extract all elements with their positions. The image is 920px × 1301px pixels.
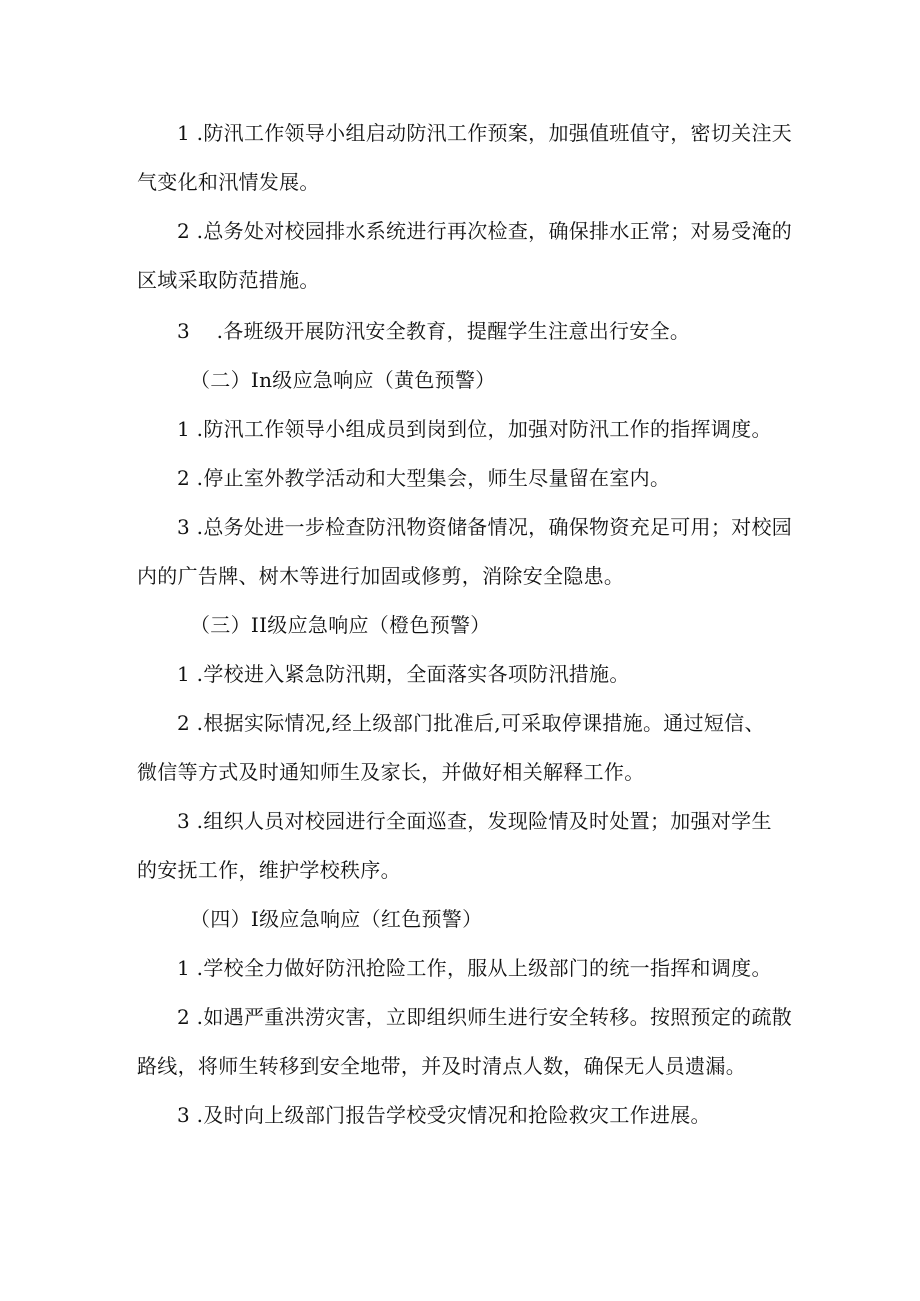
para-2-2: 2 .停止室外教学活动和大型集会，师生尽量留在室内。	[177, 466, 671, 490]
section-heading-level-3: （二）In级应急响应（黄色预警）	[190, 368, 496, 392]
para-2-3-line-1: 3 .总务处进一步检查防汛物资储备情况，确保物资充足可用；对校园	[177, 515, 793, 539]
para-3-3-line-1: 3 .组织人员对校园进行全面巡查，发现险情及时处置；加强对学生	[177, 809, 772, 833]
para-1-2-line-2: 区域采取防范措施。	[137, 268, 320, 292]
para-2-3-line-2: 内的广告牌、树木等进行加固或修剪，消除安全隐患。	[137, 564, 625, 588]
para-3-1: 1 .学校进入紧急防汛期，全面落实各项防汛措施。	[177, 662, 630, 686]
para-1-3: 3 .各班级开展防汛安全教育，提醒学生注意出行安全。	[177, 319, 691, 343]
para-4-2-line-1: 2 .如遇严重洪涝灾害，立即组织师生进行安全转移。按照预定的疏散	[177, 1005, 793, 1029]
para-3-2-line-1: 2 .根据实际情况,经上级部门批准后,可采取停课措施。通过短信、	[177, 711, 765, 735]
section-heading-level-1: （四）I级应急响应（红色预警）	[190, 907, 483, 931]
para-4-3: 3 .及时向上级部门报告学校受灾情况和抢险救灾工作进展。	[177, 1103, 711, 1127]
para-3-2-line-2: 微信等方式及时通知师生及家长，并做好相关解释工作。	[137, 760, 645, 784]
para-1-1-line-1: 1 .防汛工作领导小组启动防汛工作预案，加强值班值守，密切关注天	[177, 121, 793, 145]
para-2-1: 1 .防汛工作领导小组成员到岗到位，加强对防汛工作的指挥调度。	[177, 417, 772, 441]
section-heading-level-2: （三）II级应急响应（橙色预警）	[190, 613, 491, 637]
para-1-2-line-1: 2 .总务处对校园排水系统进行再次检查，确保排水正常；对易受淹的	[177, 219, 793, 243]
para-1-1-line-2: 气变化和汛情发展。	[137, 170, 320, 194]
para-4-2-line-2: 路线，将师生转移到安全地带，并及时清点人数，确保无人员遗漏。	[137, 1054, 746, 1078]
para-3-3-line-2: 的安抚工作，维护学校秩序。	[137, 858, 401, 882]
para-4-1: 1 .学校全力做好防汛抢险工作，服从上级部门的统一指挥和调度。	[177, 956, 772, 980]
